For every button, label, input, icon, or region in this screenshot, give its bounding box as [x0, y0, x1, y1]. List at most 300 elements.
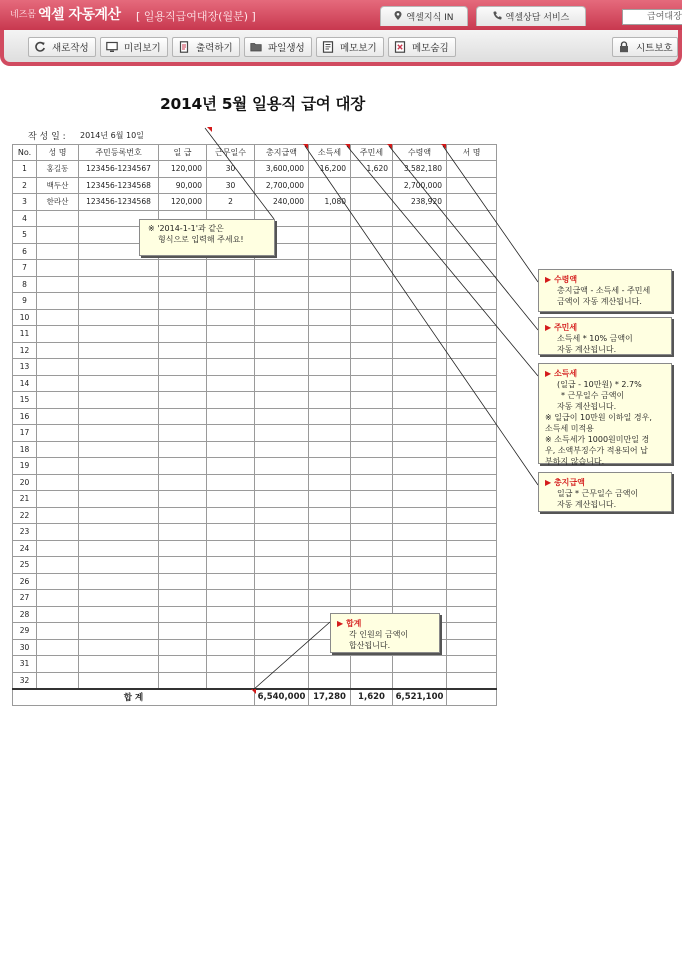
resident-number-cell[interactable]	[79, 425, 159, 442]
employee-name-cell[interactable]	[37, 474, 79, 491]
work-days-cell[interactable]	[207, 392, 255, 409]
signature-cell[interactable]	[447, 276, 497, 293]
resident-tax-cell[interactable]	[351, 507, 393, 524]
show-memo-button[interactable]	[316, 37, 384, 57]
net-pay-cell[interactable]	[393, 474, 447, 491]
employee-name-cell[interactable]	[37, 375, 79, 392]
work-days-cell[interactable]	[207, 524, 255, 541]
resident-number-cell[interactable]: 123456-1234568	[79, 194, 159, 211]
income-tax-cell[interactable]	[309, 474, 351, 491]
resident-number-cell[interactable]	[79, 392, 159, 409]
income-tax-cell[interactable]	[309, 557, 351, 574]
row-number-cell[interactable]: 16	[13, 408, 37, 425]
resident-tax-cell[interactable]	[351, 260, 393, 277]
net-pay-cell[interactable]	[393, 408, 447, 425]
tab-excel-knowledge[interactable]	[380, 6, 468, 26]
net-pay-cell[interactable]	[393, 326, 447, 343]
resident-number-cell[interactable]	[79, 276, 159, 293]
daily-wage-cell[interactable]	[159, 441, 207, 458]
income-tax-cell[interactable]	[309, 375, 351, 392]
resident-tax-cell[interactable]	[351, 359, 393, 376]
resident-tax-cell[interactable]	[351, 210, 393, 227]
employee-name-cell[interactable]	[37, 606, 79, 623]
signature-cell[interactable]	[447, 408, 497, 425]
signature-cell[interactable]	[447, 309, 497, 326]
gross-pay-cell[interactable]	[255, 540, 309, 557]
daily-wage-cell[interactable]	[159, 425, 207, 442]
work-days-cell[interactable]: 30	[207, 177, 255, 194]
resident-number-cell[interactable]	[79, 309, 159, 326]
row-number-cell[interactable]: 5	[13, 227, 37, 244]
signature-cell[interactable]	[447, 425, 497, 442]
work-days-cell[interactable]	[207, 639, 255, 656]
signature-cell[interactable]	[447, 210, 497, 227]
gross-pay-cell[interactable]	[255, 260, 309, 277]
income-tax-cell[interactable]	[309, 441, 351, 458]
row-number-cell[interactable]: 2	[13, 177, 37, 194]
row-number-cell[interactable]: 25	[13, 557, 37, 574]
net-pay-cell[interactable]	[393, 375, 447, 392]
income-tax-cell[interactable]	[309, 573, 351, 590]
gross-pay-cell[interactable]	[255, 672, 309, 689]
row-number-cell[interactable]: 9	[13, 293, 37, 310]
net-pay-cell[interactable]	[393, 540, 447, 557]
daily-wage-cell[interactable]	[159, 639, 207, 656]
row-number-cell[interactable]: 32	[13, 672, 37, 689]
income-tax-cell[interactable]	[309, 309, 351, 326]
signature-cell[interactable]	[447, 557, 497, 574]
resident-number-cell[interactable]	[79, 507, 159, 524]
signature-cell[interactable]	[447, 639, 497, 656]
work-days-cell[interactable]	[207, 623, 255, 640]
comment-indicator[interactable]	[345, 144, 350, 149]
net-pay-cell[interactable]	[393, 507, 447, 524]
work-days-cell[interactable]	[207, 491, 255, 508]
income-tax-cell[interactable]	[309, 276, 351, 293]
resident-tax-cell[interactable]	[351, 194, 393, 211]
net-pay-cell[interactable]	[393, 392, 447, 409]
gross-pay-cell[interactable]	[255, 491, 309, 508]
print-button[interactable]	[172, 37, 240, 57]
resident-number-cell[interactable]	[79, 524, 159, 541]
resident-number-cell[interactable]	[79, 672, 159, 689]
row-number-cell[interactable]: 17	[13, 425, 37, 442]
daily-wage-cell[interactable]: 120,000	[159, 194, 207, 211]
income-tax-cell[interactable]	[309, 656, 351, 673]
resident-tax-cell[interactable]	[351, 408, 393, 425]
row-number-cell[interactable]: 30	[13, 639, 37, 656]
resident-number-cell[interactable]	[79, 474, 159, 491]
gross-pay-cell[interactable]	[255, 309, 309, 326]
income-tax-cell[interactable]	[309, 177, 351, 194]
net-pay-cell[interactable]	[393, 227, 447, 244]
preview-button[interactable]	[100, 37, 168, 57]
gross-pay-cell[interactable]	[255, 293, 309, 310]
employee-name-cell[interactable]	[37, 557, 79, 574]
employee-name-cell[interactable]	[37, 441, 79, 458]
income-tax-cell[interactable]	[309, 392, 351, 409]
resident-number-cell[interactable]	[79, 540, 159, 557]
income-tax-cell[interactable]	[309, 507, 351, 524]
employee-name-cell[interactable]	[37, 507, 79, 524]
signature-cell[interactable]	[447, 507, 497, 524]
resident-tax-cell[interactable]	[351, 177, 393, 194]
net-pay-cell[interactable]	[393, 458, 447, 475]
row-number-cell[interactable]: 1	[13, 161, 37, 178]
resident-number-cell[interactable]	[79, 441, 159, 458]
signature-cell[interactable]	[447, 491, 497, 508]
row-number-cell[interactable]: 26	[13, 573, 37, 590]
resident-tax-cell[interactable]	[351, 590, 393, 607]
net-pay-cell[interactable]	[393, 590, 447, 607]
gross-pay-cell[interactable]	[255, 557, 309, 574]
work-days-cell[interactable]	[207, 408, 255, 425]
employee-name-cell[interactable]	[37, 540, 79, 557]
gross-pay-cell[interactable]	[255, 458, 309, 475]
resident-tax-cell[interactable]	[351, 293, 393, 310]
gross-pay-cell[interactable]	[255, 326, 309, 343]
signature-cell[interactable]	[447, 260, 497, 277]
resident-number-cell[interactable]	[79, 656, 159, 673]
work-days-cell[interactable]	[207, 557, 255, 574]
row-number-cell[interactable]: 22	[13, 507, 37, 524]
row-number-cell[interactable]: 31	[13, 656, 37, 673]
signature-cell[interactable]	[447, 590, 497, 607]
resident-tax-cell[interactable]	[351, 243, 393, 260]
tab-excel-consulting[interactable]	[476, 6, 586, 26]
daily-wage-cell[interactable]	[159, 260, 207, 277]
income-tax-cell[interactable]: 1,080	[309, 194, 351, 211]
employee-name-cell[interactable]	[37, 639, 79, 656]
gross-pay-cell[interactable]	[255, 623, 309, 640]
income-tax-cell[interactable]	[309, 491, 351, 508]
resident-number-cell[interactable]	[79, 458, 159, 475]
employee-name-cell[interactable]	[37, 573, 79, 590]
row-number-cell[interactable]: 10	[13, 309, 37, 326]
daily-wage-cell[interactable]	[159, 309, 207, 326]
gross-pay-cell[interactable]	[255, 441, 309, 458]
row-number-cell[interactable]: 23	[13, 524, 37, 541]
signature-cell[interactable]	[447, 573, 497, 590]
income-tax-cell[interactable]	[309, 260, 351, 277]
net-pay-cell[interactable]	[393, 260, 447, 277]
employee-name-cell[interactable]	[37, 293, 79, 310]
resident-number-cell[interactable]	[79, 408, 159, 425]
gross-pay-cell[interactable]	[255, 342, 309, 359]
employee-name-cell[interactable]	[37, 656, 79, 673]
row-number-cell[interactable]: 29	[13, 623, 37, 640]
row-number-cell[interactable]: 7	[13, 260, 37, 277]
resident-tax-cell[interactable]	[351, 342, 393, 359]
row-number-cell[interactable]: 15	[13, 392, 37, 409]
hide-memo-button[interactable]	[388, 37, 456, 57]
resident-tax-cell[interactable]: 1,620	[351, 161, 393, 178]
employee-name-cell[interactable]	[37, 309, 79, 326]
income-tax-cell[interactable]	[309, 458, 351, 475]
work-days-cell[interactable]	[207, 458, 255, 475]
net-pay-cell[interactable]: 3,582,180	[393, 161, 447, 178]
signature-cell[interactable]	[447, 623, 497, 640]
work-days-cell[interactable]	[207, 359, 255, 376]
employee-name-cell[interactable]	[37, 590, 79, 607]
gross-pay-cell[interactable]	[255, 474, 309, 491]
income-tax-cell[interactable]: 16,200	[309, 161, 351, 178]
gross-pay-cell[interactable]	[255, 359, 309, 376]
employee-name-cell[interactable]	[37, 342, 79, 359]
work-days-cell[interactable]	[207, 441, 255, 458]
resident-tax-cell[interactable]	[351, 656, 393, 673]
work-days-cell[interactable]	[207, 375, 255, 392]
employee-name-cell[interactable]	[37, 260, 79, 277]
signature-cell[interactable]	[447, 243, 497, 260]
resident-tax-cell[interactable]	[351, 309, 393, 326]
work-days-cell[interactable]	[207, 507, 255, 524]
net-pay-cell[interactable]	[393, 441, 447, 458]
gross-pay-cell[interactable]: 3,600,000	[255, 161, 309, 178]
resident-number-cell[interactable]	[79, 606, 159, 623]
daily-wage-cell[interactable]	[159, 293, 207, 310]
resident-number-cell[interactable]	[79, 491, 159, 508]
resident-tax-cell[interactable]	[351, 227, 393, 244]
income-tax-cell[interactable]	[309, 359, 351, 376]
resident-tax-cell[interactable]	[351, 491, 393, 508]
search-input[interactable]: 급여대장	[622, 9, 682, 25]
comment-indicator[interactable]	[207, 127, 212, 132]
net-pay-cell[interactable]	[393, 293, 447, 310]
employee-name-cell[interactable]	[37, 524, 79, 541]
signature-cell[interactable]	[447, 359, 497, 376]
gross-pay-cell[interactable]: 240,000	[255, 194, 309, 211]
net-pay-cell[interactable]	[393, 656, 447, 673]
row-number-cell[interactable]: 27	[13, 590, 37, 607]
income-tax-cell[interactable]	[309, 540, 351, 557]
daily-wage-cell[interactable]	[159, 276, 207, 293]
gross-pay-cell[interactable]	[255, 656, 309, 673]
resident-number-cell[interactable]	[79, 326, 159, 343]
net-pay-cell[interactable]	[393, 425, 447, 442]
gross-pay-cell[interactable]	[255, 524, 309, 541]
gross-pay-cell[interactable]	[255, 639, 309, 656]
signature-cell[interactable]	[447, 656, 497, 673]
row-number-cell[interactable]: 6	[13, 243, 37, 260]
gross-pay-cell[interactable]	[255, 507, 309, 524]
daily-wage-cell[interactable]	[159, 491, 207, 508]
daily-wage-cell[interactable]: 90,000	[159, 177, 207, 194]
signature-cell[interactable]	[447, 524, 497, 541]
employee-name-cell[interactable]	[37, 672, 79, 689]
signature-cell[interactable]	[447, 161, 497, 178]
comment-indicator[interactable]	[303, 144, 308, 149]
work-days-cell[interactable]	[207, 656, 255, 673]
resident-number-cell[interactable]	[79, 359, 159, 376]
employee-name-cell[interactable]	[37, 227, 79, 244]
work-days-cell[interactable]	[207, 540, 255, 557]
employee-name-cell[interactable]	[37, 392, 79, 409]
comment-indicator[interactable]	[387, 144, 392, 149]
gross-pay-cell[interactable]	[255, 573, 309, 590]
net-pay-cell[interactable]	[393, 359, 447, 376]
resident-tax-cell[interactable]	[351, 524, 393, 541]
net-pay-cell[interactable]: 2,700,000	[393, 177, 447, 194]
daily-wage-cell[interactable]	[159, 474, 207, 491]
resident-tax-cell[interactable]	[351, 458, 393, 475]
gross-pay-cell[interactable]	[255, 375, 309, 392]
resident-tax-cell[interactable]	[351, 425, 393, 442]
employee-name-cell[interactable]: 백두산	[37, 177, 79, 194]
resident-number-cell[interactable]	[79, 375, 159, 392]
resident-tax-cell[interactable]	[351, 276, 393, 293]
daily-wage-cell[interactable]	[159, 342, 207, 359]
income-tax-cell[interactable]	[309, 293, 351, 310]
resident-tax-cell[interactable]	[351, 326, 393, 343]
employee-name-cell[interactable]	[37, 326, 79, 343]
income-tax-cell[interactable]	[309, 590, 351, 607]
signature-cell[interactable]	[447, 474, 497, 491]
resident-number-cell[interactable]	[79, 623, 159, 640]
resident-number-cell[interactable]: 123456-1234567	[79, 161, 159, 178]
net-pay-cell[interactable]	[393, 557, 447, 574]
daily-wage-cell[interactable]	[159, 507, 207, 524]
signature-cell[interactable]	[447, 194, 497, 211]
income-tax-cell[interactable]	[309, 342, 351, 359]
gross-pay-cell[interactable]	[255, 276, 309, 293]
signature-cell[interactable]	[447, 293, 497, 310]
daily-wage-cell[interactable]	[159, 392, 207, 409]
daily-wage-cell[interactable]	[159, 540, 207, 557]
income-tax-cell[interactable]	[309, 210, 351, 227]
row-number-cell[interactable]: 24	[13, 540, 37, 557]
row-number-cell[interactable]: 19	[13, 458, 37, 475]
signature-cell[interactable]	[447, 177, 497, 194]
row-number-cell[interactable]: 18	[13, 441, 37, 458]
income-tax-cell[interactable]	[309, 326, 351, 343]
gross-pay-cell[interactable]: 2,700,000	[255, 177, 309, 194]
resident-tax-cell[interactable]	[351, 540, 393, 557]
work-days-cell[interactable]	[207, 425, 255, 442]
row-number-cell[interactable]: 20	[13, 474, 37, 491]
resident-number-cell[interactable]	[79, 342, 159, 359]
resident-tax-cell[interactable]	[351, 392, 393, 409]
gross-pay-cell[interactable]	[255, 606, 309, 623]
resident-number-cell[interactable]: 123456-1234568	[79, 177, 159, 194]
row-number-cell[interactable]: 21	[13, 491, 37, 508]
gross-pay-cell[interactable]	[255, 408, 309, 425]
work-days-cell[interactable]	[207, 606, 255, 623]
created-date-value[interactable]: 2014년 6월 10일	[80, 131, 144, 140]
income-tax-cell[interactable]	[309, 425, 351, 442]
gross-pay-cell[interactable]	[255, 590, 309, 607]
income-tax-cell[interactable]	[309, 672, 351, 689]
resident-tax-cell[interactable]	[351, 441, 393, 458]
work-days-cell[interactable]	[207, 276, 255, 293]
daily-wage-cell[interactable]: 120,000	[159, 161, 207, 178]
employee-name-cell[interactable]	[37, 458, 79, 475]
signature-cell[interactable]	[447, 375, 497, 392]
net-pay-cell[interactable]	[393, 573, 447, 590]
signature-cell[interactable]	[447, 342, 497, 359]
net-pay-cell[interactable]	[393, 243, 447, 260]
net-pay-cell[interactable]	[393, 524, 447, 541]
signature-cell[interactable]	[447, 458, 497, 475]
row-number-cell[interactable]: 14	[13, 375, 37, 392]
signature-cell[interactable]	[447, 392, 497, 409]
daily-wage-cell[interactable]	[159, 326, 207, 343]
signature-cell[interactable]	[447, 540, 497, 557]
daily-wage-cell[interactable]	[159, 606, 207, 623]
signature-cell[interactable]	[447, 227, 497, 244]
daily-wage-cell[interactable]	[159, 623, 207, 640]
income-tax-cell[interactable]	[309, 227, 351, 244]
work-days-cell[interactable]	[207, 672, 255, 689]
work-days-cell[interactable]	[207, 573, 255, 590]
gross-pay-cell[interactable]	[255, 425, 309, 442]
employee-name-cell[interactable]: 홍길동	[37, 161, 79, 178]
resident-number-cell[interactable]	[79, 590, 159, 607]
employee-name-cell[interactable]	[37, 276, 79, 293]
employee-name-cell[interactable]	[37, 425, 79, 442]
income-tax-cell[interactable]	[309, 408, 351, 425]
net-pay-cell[interactable]	[393, 309, 447, 326]
signature-cell[interactable]	[447, 606, 497, 623]
net-pay-cell[interactable]	[393, 276, 447, 293]
resident-tax-cell[interactable]	[351, 375, 393, 392]
signature-cell[interactable]	[447, 441, 497, 458]
employee-name-cell[interactable]	[37, 623, 79, 640]
income-tax-cell[interactable]	[309, 524, 351, 541]
resident-number-cell[interactable]	[79, 260, 159, 277]
row-number-cell[interactable]: 11	[13, 326, 37, 343]
daily-wage-cell[interactable]	[159, 656, 207, 673]
create-file-button[interactable]	[244, 37, 312, 57]
signature-cell[interactable]	[447, 672, 497, 689]
new-sheet-button[interactable]	[28, 37, 96, 57]
resident-number-cell[interactable]	[79, 639, 159, 656]
row-number-cell[interactable]: 4	[13, 210, 37, 227]
employee-name-cell[interactable]	[37, 408, 79, 425]
gross-pay-cell[interactable]	[255, 392, 309, 409]
resident-tax-cell[interactable]	[351, 557, 393, 574]
daily-wage-cell[interactable]	[159, 375, 207, 392]
signature-cell[interactable]	[447, 326, 497, 343]
net-pay-cell[interactable]	[393, 342, 447, 359]
daily-wage-cell[interactable]	[159, 590, 207, 607]
daily-wage-cell[interactable]	[159, 524, 207, 541]
row-number-cell[interactable]: 3	[13, 194, 37, 211]
resident-number-cell[interactable]	[79, 293, 159, 310]
resident-number-cell[interactable]	[79, 557, 159, 574]
resident-tax-cell[interactable]	[351, 474, 393, 491]
net-pay-cell[interactable]	[393, 491, 447, 508]
daily-wage-cell[interactable]	[159, 359, 207, 376]
net-pay-cell[interactable]	[393, 210, 447, 227]
income-tax-cell[interactable]	[309, 243, 351, 260]
employee-name-cell[interactable]	[37, 210, 79, 227]
row-number-cell[interactable]: 13	[13, 359, 37, 376]
work-days-cell[interactable]	[207, 293, 255, 310]
employee-name-cell[interactable]	[37, 243, 79, 260]
daily-wage-cell[interactable]	[159, 573, 207, 590]
sheet-protect-button[interactable]	[612, 37, 678, 57]
daily-wage-cell[interactable]	[159, 557, 207, 574]
work-days-cell[interactable]	[207, 474, 255, 491]
employee-name-cell[interactable]	[37, 359, 79, 376]
row-number-cell[interactable]: 28	[13, 606, 37, 623]
daily-wage-cell[interactable]	[159, 458, 207, 475]
resident-tax-cell[interactable]	[351, 573, 393, 590]
work-days-cell[interactable]	[207, 342, 255, 359]
work-days-cell[interactable]	[207, 590, 255, 607]
row-number-cell[interactable]: 12	[13, 342, 37, 359]
